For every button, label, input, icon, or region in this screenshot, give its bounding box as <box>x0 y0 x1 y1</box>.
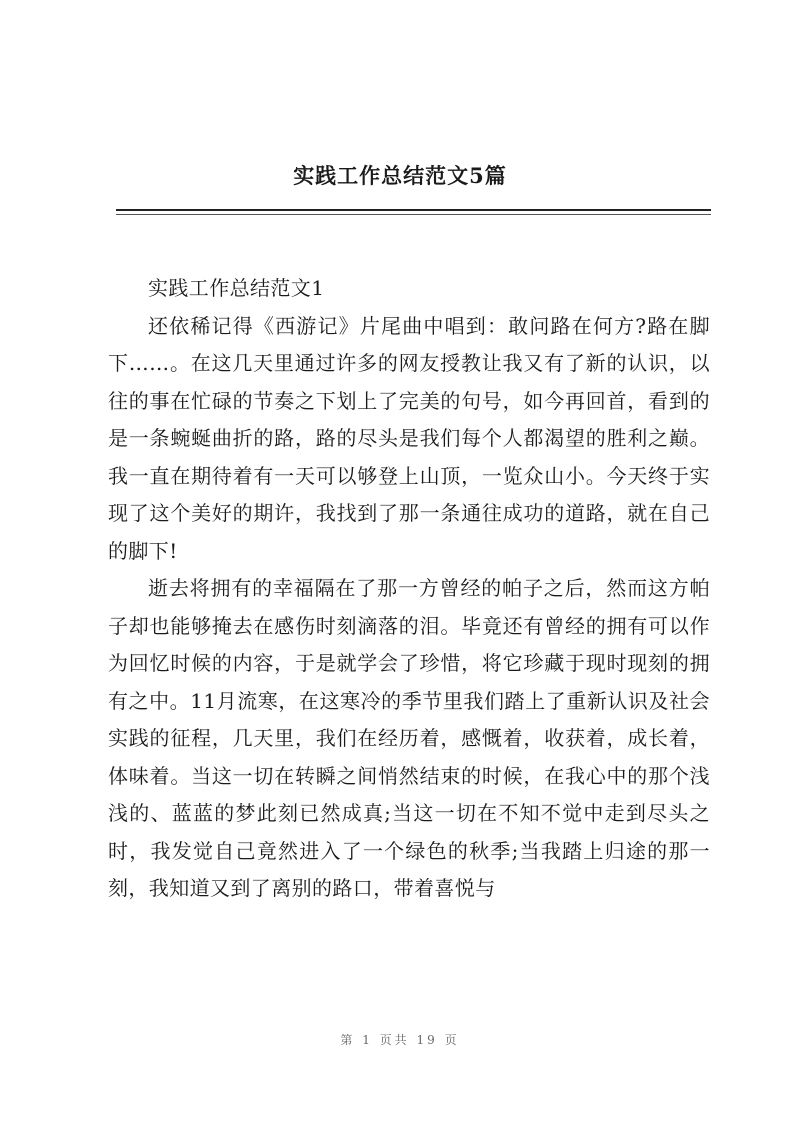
title-divider <box>116 209 711 211</box>
document-title: 实践工作总结范文5篇 <box>293 163 507 188</box>
paragraph-2: 逝去将拥有的幸福隔在了那一方曾经的帕子之后，然而这方帕子却也能够掩去在感伤时刻滴落的泪。毕竟还有曾经的拥有可以作为回忆时候的内容，于是就学会了珍惜，将它珍藏于现时现刻的拥有之中。11月流寒，在这寒冷的季节里我们踏上了重新认识及社会实践的征程，几天里，我们在经历着，感慨着，收获着，成长着，体味着。当这一切在转瞬之间悄然结束的时候，在我心中的那个浅浅的、蓝蓝的梦此刻已然成真;当这一切在不知不觉中走到尽头之时，我发觉自己竟然进入了一个绿色的秋季;当我踏上归途的那一刻，我知道又到了离别的路口，带着喜悦与 <box>108 576 710 900</box>
document-body <box>108 270 710 908</box>
paragraph-1: 还依稀记得《西游记》片尾曲中唱到：敢问路在何方?路在脚下……。在这几天里通过许多的网友授教让我又有了新的认识，以往的事在忙碌的节奏之下划上了完美的句号，如今再回首，看到的是一条蜿蜒曲折的路，路的尽头是我们每个人都渴望的胜利之巅。我一直在期待着有一天可以够登上山顶，一览众山小。今天终于实现了这个美好的期许，我找到了那一条通往成功的道路，就在自己的脚下! <box>108 313 710 563</box>
page-footer: 第 1 页共 19 页 <box>340 1033 460 1047</box>
section-heading: 实践工作总结范文1 <box>148 276 325 300</box>
title-divider-thin <box>116 214 711 215</box>
